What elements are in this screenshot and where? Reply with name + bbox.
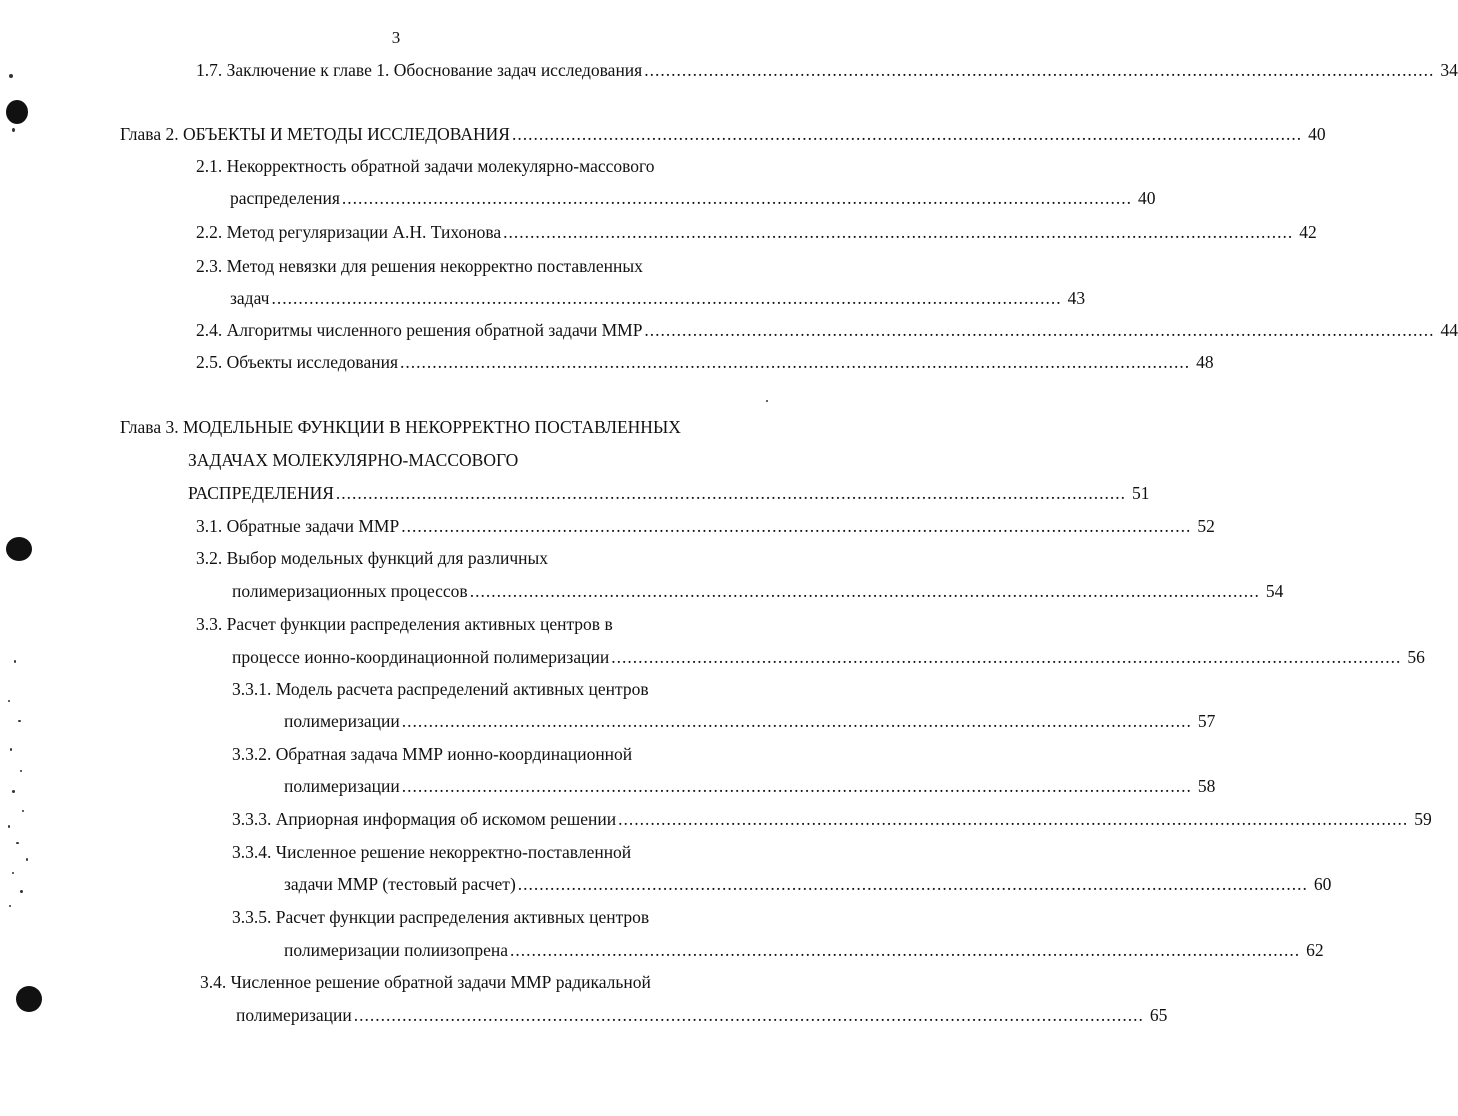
page-ref: 34 [1440, 60, 1458, 80]
dot-leader: ................................................................................................................................................... [618, 809, 1409, 829]
page-ref: 52 [1197, 516, 1215, 536]
dot-leader: ................................................................................................................................................... [335, 483, 1127, 503]
page-ref: 48 [1196, 352, 1214, 372]
section-title: Обратная задача ММР ионно-координационной [275, 744, 633, 764]
section-number: 3.3. [196, 614, 223, 634]
page-ref: 42 [1299, 222, 1317, 242]
toc-chapter-3-line3 [188, 481, 1150, 505]
section-number: 2.1. [196, 156, 223, 176]
section-title: Объекты исследования [226, 352, 399, 372]
dot-leader: ................................................................................................................................................... [517, 874, 1308, 894]
dot-leader: ................................................................................................................................................... [511, 124, 1303, 144]
toc-entry-3-3-5-line2 [284, 938, 1324, 962]
dot-leader: ................................................................................................................................................... [644, 60, 1435, 80]
ink-blot [6, 100, 28, 124]
dot-leader: ................................................................................................................................................... [353, 1005, 1144, 1025]
page-ref: 40 [1138, 188, 1156, 208]
section-title: Обратные задачи ММР [226, 516, 400, 536]
page-ref: 44 [1440, 320, 1458, 340]
section-title-cont: полимеризации [284, 776, 400, 796]
ink-blot [6, 537, 32, 561]
toc-entry-3-3-line1 [196, 612, 613, 636]
ink-speck [9, 905, 11, 907]
chapter-title: ОБЪЕКТЫ И МЕТОДЫ ИССЛЕДОВАНИЯ [182, 124, 510, 144]
toc-entry-3-3-4-line1 [232, 840, 631, 864]
toc-chapter-2 [120, 122, 1326, 146]
ink-speck [12, 128, 15, 132]
section-title: Расчет функции распределения активных центров [275, 907, 650, 927]
section-number: 2.3. [196, 256, 223, 276]
section-title: Выбор модельных функций для различных [226, 548, 549, 568]
ink-speck [26, 858, 28, 861]
chapter-title: МОДЕЛЬНЫЕ ФУНКЦИИ В НЕКОРРЕКТНО ПОСТАВЛЕННЫХ [182, 417, 681, 437]
dot-leader: ................................................................................................................................................... [611, 647, 1402, 667]
toc-entry-3-2-line2 [232, 579, 1284, 603]
ink-speck [12, 790, 15, 793]
section-title: Метод регуляризации А.Н. Тихонова [226, 222, 502, 242]
ink-speck [10, 748, 12, 751]
page-ref: 54 [1265, 581, 1284, 601]
toc-entry-2-3-line1 [196, 254, 643, 278]
dot-leader: ................................................................................................................................................... [271, 288, 1062, 308]
section-title: Априорная информация об искомом решении [275, 809, 617, 829]
section-number: 2.5. [196, 352, 223, 372]
section-title-cont: полимеризационных процессов [232, 581, 468, 601]
ink-speck [9, 74, 13, 78]
toc-entry-1-7 [196, 58, 1458, 82]
section-title: Алгоритмы численного решения обратной задачи ММР [226, 320, 643, 340]
page-ref: 43 [1067, 288, 1086, 308]
page-ref: 60 [1313, 874, 1332, 894]
chapter-label: Глава 2. [120, 124, 179, 144]
section-number: 3.3.2. [232, 744, 272, 764]
chapter-title-cont: РАСПРЕДЕЛЕНИЯ [188, 483, 334, 503]
section-number: 1.7. [196, 60, 223, 80]
ink-speck [16, 842, 19, 844]
section-title: Метод невязки для решения некорректно поставленных [226, 256, 643, 276]
page-ref: 58 [1197, 776, 1216, 796]
chapter-label: Глава 3. [120, 417, 179, 437]
section-title: Расчет функции распределения активных центров в [226, 614, 613, 634]
section-title-cont: распределения [230, 188, 340, 208]
toc-entry-3-2-line1 [196, 546, 548, 570]
page-ref: 40 [1308, 124, 1326, 144]
dot-leader: ................................................................................................................................................... [400, 352, 1191, 372]
dot-leader: ................................................................................................................................................... [644, 320, 1435, 340]
section-title: Модель расчета распределений активных центров [275, 679, 649, 699]
section-title: Заключение к главе 1. Обоснование задач исследования [226, 60, 643, 80]
toc-entry-3-3-4-line2 [284, 872, 1332, 896]
page-ref: 59 [1414, 809, 1432, 829]
toc-entry-2-2 [196, 220, 1317, 244]
page-number: 3 [391, 28, 401, 47]
toc-entry-3-3-2-line2 [284, 774, 1216, 798]
ink-speck [14, 660, 16, 663]
dot-leader: ................................................................................................................................................... [341, 188, 1133, 208]
section-title: Численное решение обратной задачи ММР радикальной [230, 972, 651, 992]
section-title-cont: процессе ионно-координационной полимеризации [232, 647, 610, 667]
toc-chapter-3-line2 [188, 448, 518, 472]
ink-speck [8, 700, 10, 702]
chapter-title-cont: ЗАДАЧАХ МОЛЕКУЛЯРНО-МАССОВОГО [188, 450, 519, 470]
ink-speck [766, 400, 768, 402]
dot-leader: ................................................................................................................................................... [503, 222, 1294, 242]
ink-speck [18, 720, 21, 722]
section-number: 3.1. [196, 516, 223, 536]
toc-entry-3-3-5-line1 [232, 905, 649, 929]
page-ref: 56 [1407, 647, 1425, 667]
dot-leader: ................................................................................................................................................... [401, 516, 1192, 536]
ink-speck [12, 872, 14, 874]
section-title-cont: полимеризации [284, 711, 400, 731]
section-number: 2.2. [196, 222, 223, 242]
ink-speck [8, 825, 10, 828]
section-number: 3.3.5. [232, 907, 272, 927]
toc-entry-2-4 [196, 318, 1458, 342]
ink-speck [20, 890, 23, 893]
toc-entry-2-1-line1 [196, 154, 655, 178]
section-number: 3.3.3. [232, 809, 272, 829]
dot-leader: ................................................................................................................................................... [401, 776, 1192, 796]
toc-entry-2-5 [196, 350, 1214, 374]
toc-entry-3-4-line1 [200, 970, 651, 994]
section-title: Некорректность обратной задачи молекулярно-массового [226, 156, 655, 176]
toc-entry-3-3-3 [232, 807, 1432, 831]
dot-leader: ................................................................................................................................................... [401, 711, 1192, 731]
dot-leader: ................................................................................................................................................... [469, 581, 1260, 601]
section-title-cont: полимеризации полиизопрена [284, 940, 509, 960]
toc-entry-3-3-2-line1 [232, 742, 632, 766]
toc-entry-2-1-line2 [230, 186, 1156, 210]
ink-blot [16, 986, 42, 1012]
toc-entry-3-4-line2 [236, 1003, 1168, 1027]
toc-entry-3-3-1-line2 [284, 709, 1216, 733]
section-number: 2.4. [196, 320, 223, 340]
page-ref: 51 [1132, 483, 1150, 503]
section-title-cont: задачи ММР (тестовый расчет) [284, 874, 516, 894]
section-number: 3.3.1. [232, 679, 272, 699]
toc-entry-3-3-line2 [232, 645, 1425, 669]
section-number: 3.4. [200, 972, 227, 992]
page-ref: 57 [1197, 711, 1216, 731]
section-number: 3.3.4. [232, 842, 272, 862]
toc-entry-2-3-line2 [230, 286, 1086, 310]
section-title: Численное решение некорректно-поставленной [275, 842, 632, 862]
ink-speck [20, 770, 22, 772]
toc-chapter-3-line1 [120, 415, 681, 439]
page-ref: 65 [1149, 1005, 1168, 1025]
dot-leader: ................................................................................................................................................... [510, 940, 1301, 960]
section-title-cont: задач [230, 288, 270, 308]
toc-entry-3-3-1-line1 [232, 677, 649, 701]
section-number: 3.2. [196, 548, 223, 568]
toc-entry-3-1 [196, 514, 1215, 538]
section-title-cont: полимеризации [236, 1005, 352, 1025]
page-ref: 62 [1306, 940, 1324, 960]
ink-speck [22, 810, 24, 812]
